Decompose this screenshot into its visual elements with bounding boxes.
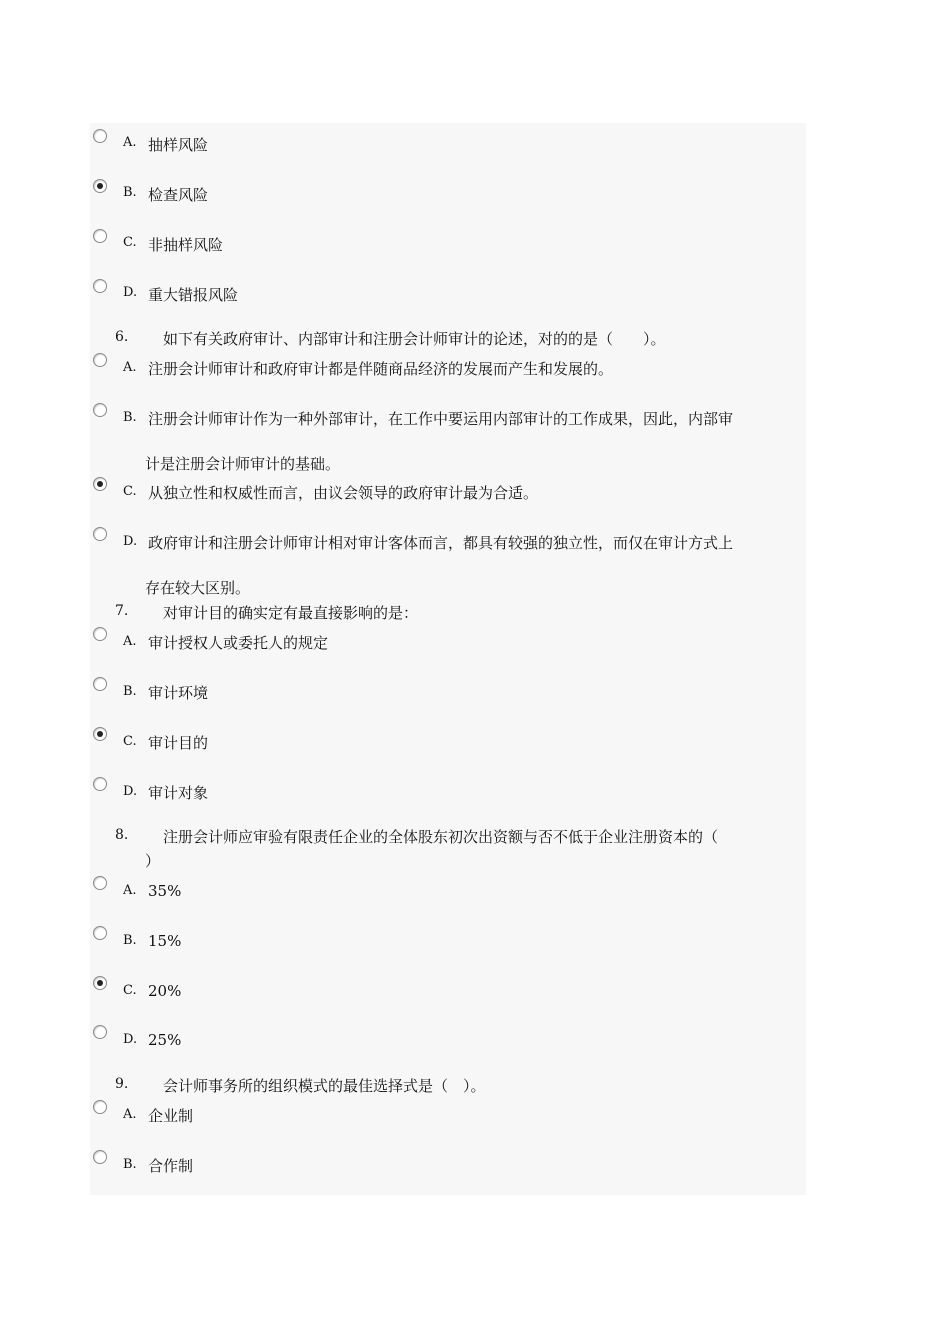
option-text: 注册会计师审计和政府审计都是伴随商品经济的发展而产生和发展的。	[148, 360, 614, 378]
option-letter: C.	[123, 983, 137, 998]
option-text: 非抽样风险	[148, 236, 224, 254]
option-text: 35%	[148, 882, 182, 900]
question-number: 7.	[115, 603, 129, 619]
question-text: 如下有关政府审计、内部审计和注册会计师审计的论述，对的的是（ ）。	[163, 330, 666, 348]
option-text: 检查风险	[148, 186, 209, 204]
radio-q8-d[interactable]	[93, 1025, 107, 1039]
option-letter: D.	[123, 1032, 138, 1047]
option-text-continued: 存在较大区别。	[145, 579, 251, 597]
option-text: 审计目的	[148, 734, 209, 752]
radio-q5-a[interactable]	[93, 129, 107, 143]
option-text: 审计授权人或委托人的规定	[148, 634, 329, 652]
option-text: 抽样风险	[148, 136, 209, 154]
radio-q6-b[interactable]	[93, 403, 107, 417]
option-letter: C.	[123, 484, 137, 499]
option-text: 从独立性和权威性而言，由议会领导的政府审计最为合适。	[148, 484, 539, 502]
radio-q7-d[interactable]	[93, 777, 107, 791]
radio-q6-a[interactable]	[93, 353, 107, 367]
option-letter: B.	[123, 684, 137, 699]
radio-q6-d[interactable]	[93, 527, 107, 541]
radio-q5-b[interactable]	[93, 179, 107, 193]
option-letter: C.	[123, 235, 137, 250]
option-text: 合作制	[148, 1157, 194, 1175]
option-letter: D.	[123, 534, 138, 549]
option-letter: A.	[123, 634, 137, 649]
option-letter: A.	[123, 883, 137, 898]
option-text: 15%	[148, 932, 182, 950]
option-text-continued: 计是注册会计师审计的基础。	[145, 455, 341, 473]
option-text: 注册会计师审计作为一种外部审计，在工作中要运用内部审计的工作成果，因此，内部审	[148, 410, 734, 428]
option-letter: A.	[123, 1107, 137, 1122]
option-letter: A.	[123, 360, 137, 375]
option-text: 重大错报风险	[148, 286, 239, 304]
radio-q5-d[interactable]	[93, 279, 107, 293]
radio-q8-a[interactable]	[93, 876, 107, 890]
radio-q8-c[interactable]	[93, 976, 107, 990]
question-text-continued: ）	[145, 852, 161, 870]
option-letter: D.	[123, 784, 138, 799]
radio-q9-a[interactable]	[93, 1100, 107, 1114]
option-text: 20%	[148, 982, 182, 1000]
option-text: 政府审计和注册会计师审计相对审计客体而言，都具有较强的独立性，而仅在审计方式上	[148, 534, 734, 552]
option-letter: C.	[123, 734, 137, 749]
question-number: 6.	[115, 329, 129, 345]
question-text: 对审计目的确实定有最直接影响的是：	[163, 604, 419, 622]
radio-q7-c[interactable]	[93, 727, 107, 741]
option-letter: D.	[123, 285, 138, 300]
question-number: 9.	[115, 1076, 129, 1092]
option-text: 25%	[148, 1031, 182, 1049]
option-text: 审计对象	[148, 784, 209, 802]
option-letter: A.	[123, 135, 137, 150]
radio-q9-b[interactable]	[93, 1150, 107, 1164]
question-text: 注册会计师应审验有限责任企业的全体股东初次出资额与否不低于企业注册资本的（	[163, 828, 719, 846]
radio-q8-b[interactable]	[93, 926, 107, 940]
option-text: 企业制	[148, 1107, 194, 1125]
option-letter: B.	[123, 933, 137, 948]
radio-q7-a[interactable]	[93, 627, 107, 641]
option-letter: B.	[123, 410, 137, 425]
question-text: 会计师事务所的组织模式的最佳选择式是（ ）。	[163, 1077, 486, 1095]
option-text: 审计环境	[148, 684, 209, 702]
radio-q6-c[interactable]	[93, 477, 107, 491]
question-number: 8.	[115, 827, 129, 843]
radio-q5-c[interactable]	[93, 229, 107, 243]
option-letter: B.	[123, 185, 137, 200]
option-letter: B.	[123, 1157, 137, 1172]
radio-q7-b[interactable]	[93, 677, 107, 691]
